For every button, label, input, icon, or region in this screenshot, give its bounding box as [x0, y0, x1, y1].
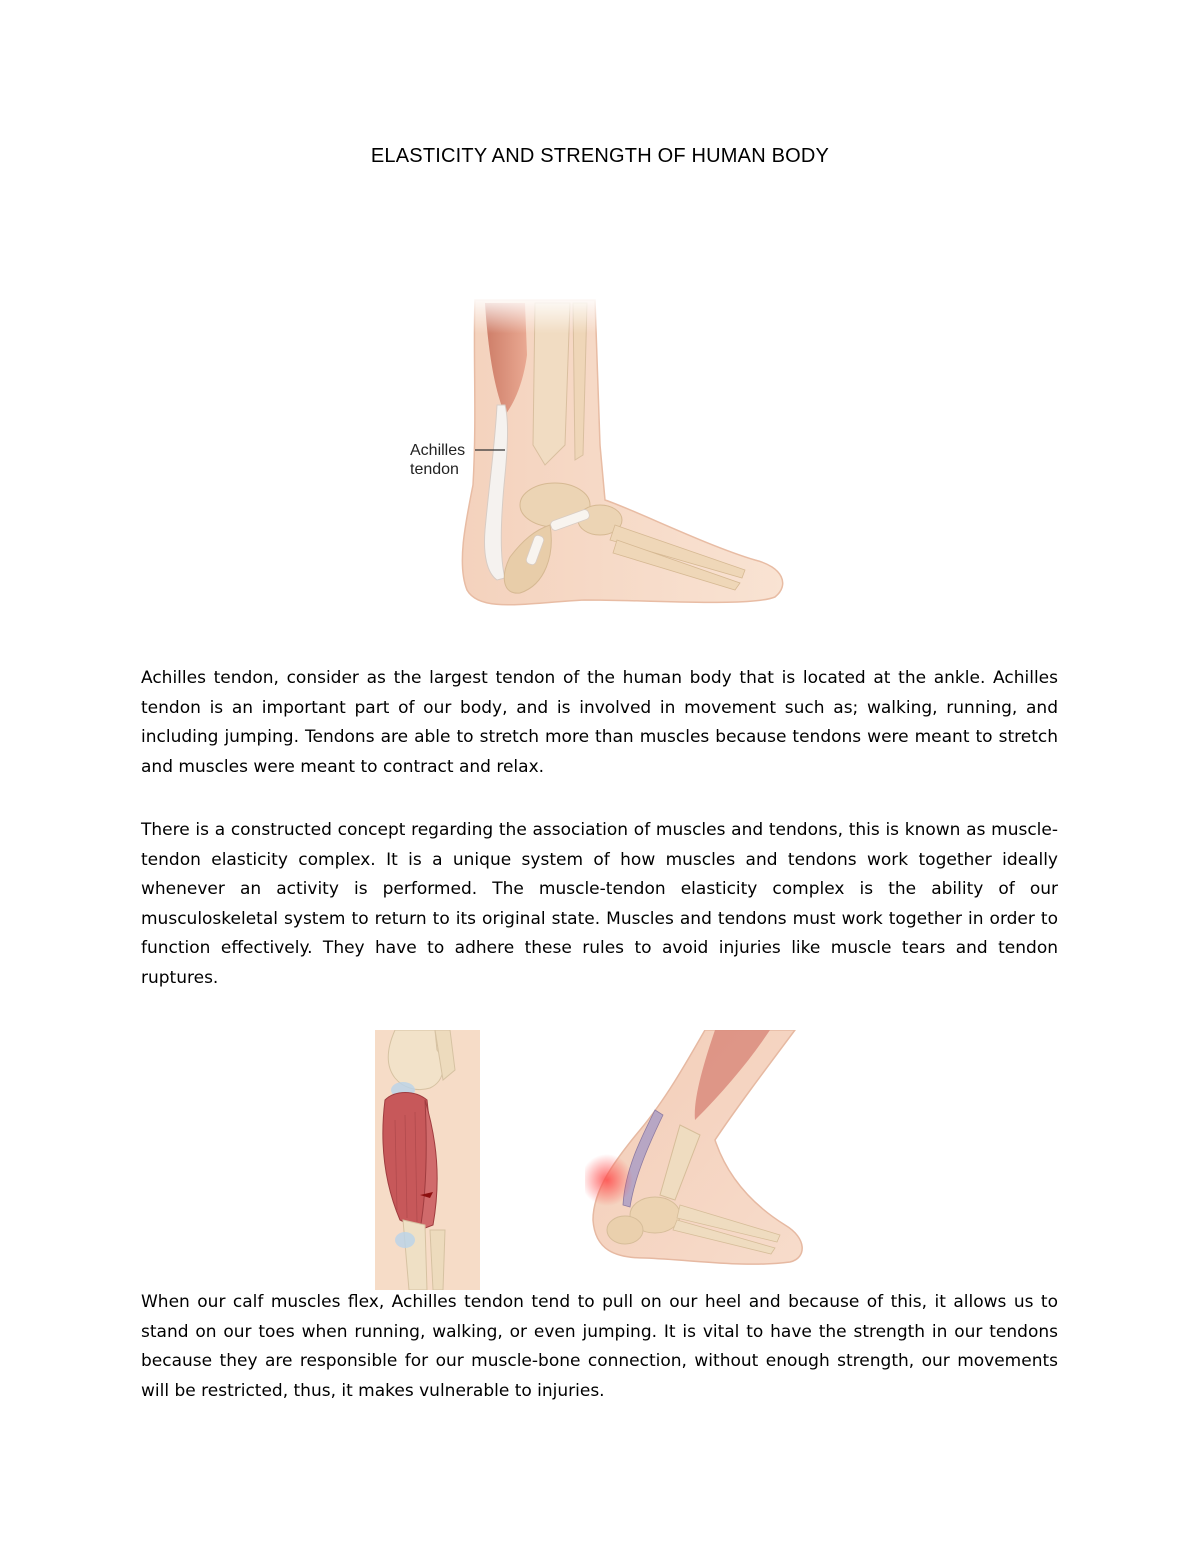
paragraph-achilles-intro: Achilles tendon, consider as the largest tendon of the human body that is located at the ankle. Achilles tendon is an important part of our body, and is involved in movement such as; walking, running, and including jumping. Tendons are able to stretch more than muscles because tendons were meant to stretch and muscles were meant to contract and relax. [141, 668, 1058, 777]
paragraph-calf-muscles: When our calf muscles flex, Achilles tendon tend to pull on our heel and because of this, it allows us to stand on our toes when running, walking, or even jumping. It is vital to have the strength in our tendons because they are responsible for our muscle-bone connection, without enough strength, our movements will be restricted, thus, it makes vulnerable to injuries. [141, 1292, 1058, 1401]
document-title: ELASTICITY AND STRENGTH OF HUMAN BODY [370, 145, 830, 167]
foot-tendon-injury-illustration [585, 1030, 810, 1285]
paragraph-muscle-tendon-complex: There is a constructed concept regarding the association of muscles and tendons, this is known as muscle-tendon elasticity complex. It is a unique system of how muscles and tendons work together ideally whenever an activity is performed. The muscle-tendon elasticity complex is the ability of our musculoskeletal system to return to its original state. Muscles and tendons must work together in order to function effectively. They have to adhere these rules to avoid injuries like muscle tears and tendon ruptures. [141, 820, 1058, 988]
achilles-tendon-label: Achilles tendon [410, 442, 466, 478]
calf-muscle-illustration [375, 1030, 480, 1290]
